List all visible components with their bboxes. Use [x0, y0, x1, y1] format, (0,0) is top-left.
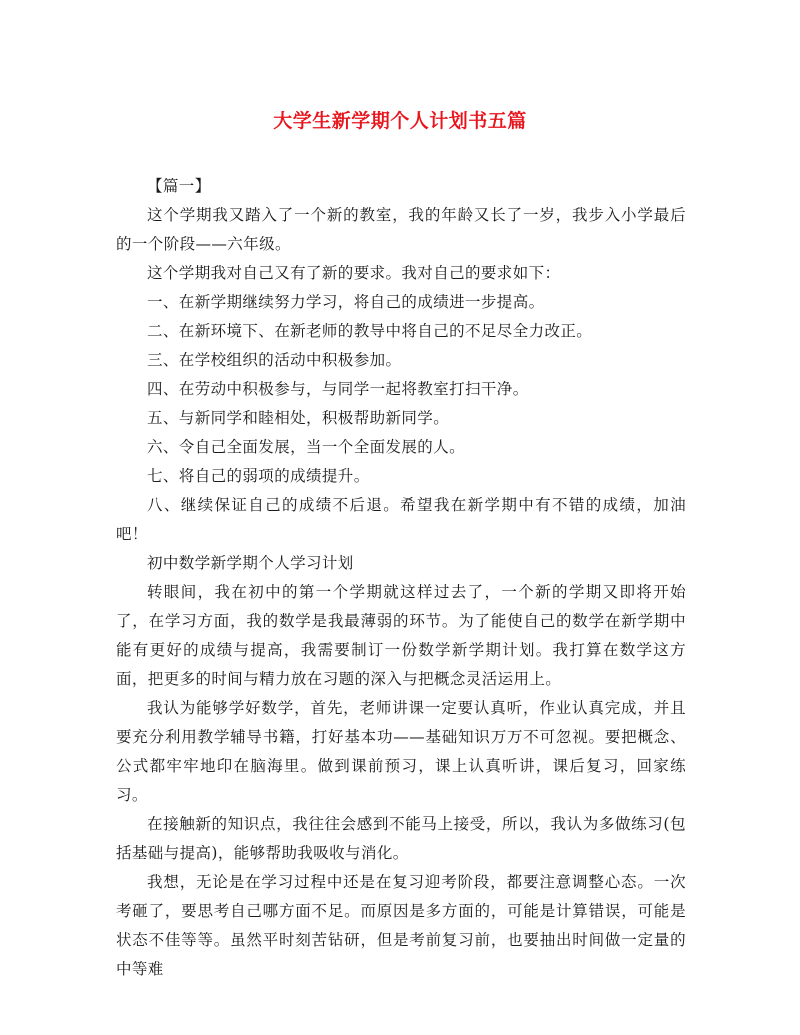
list-item: 二、在新环境下、在新老师的教导中将自己的不足尽全力改正。 — [147, 322, 593, 340]
subheading: 初中数学新学期个人学习计划 — [147, 554, 354, 572]
list-item: 三、在学校组织的活动中积极参加。 — [147, 351, 402, 369]
paragraph: 我想，无论是在学习过程中还是在复习迎考阶段，都要注意调整心态。一次考砸了，要思考自己哪方面不足。而原因是多方面的，可能是计算错误，可能是状态不佳等等。虽然平时刻苦钻研，但是考前复习前，也要抽出时间做一定量的中等难 — [116, 873, 686, 978]
list-item: 八、继续保证自己的成绩不后退。希望我在新学期中有不错的成绩，加油吧！ — [116, 496, 686, 543]
paragraph: 这个学期我又踏入了一个新的教室，我的年龄又长了一岁，我步入小学最后的一个阶段——六年级。 — [116, 206, 686, 253]
list-item: 六、令自己全面发展，当一个全面发展的人。 — [147, 438, 466, 456]
paragraph: 这个学期我对自己又有了新的要求。我对自己的要求如下： — [147, 264, 561, 282]
paragraph: 转眼间，我在初中的第一个学期就这样过去了，一个新的学期又即将开始了，在学习方面，我的数学是我最薄弱的环节。为了能使自己的数学在新学期中能有更好的成绩与提高，我需要制订一份数学新学期计划。我打算在数学这方面，把更多的时间与精力放在习题的深入与把概念灵活运用上。 — [116, 583, 686, 688]
list-item: 一、在新学期继续努力学习，将自己的成绩进一步提高。 — [147, 293, 545, 311]
list-item: 五、与新同学和睦相处，积极帮助新同学。 — [147, 409, 450, 427]
paragraph: 我认为能够学好数学，首先，老师讲课一定要认真听，作业认真完成，并且要充分利用教学辅导书籍，打好基本功——基础知识万万不可忽视。要把概念、公式都牢牢地印在脑海里。做到课前预习，课上认真听讲，课后复习，回家练习。 — [116, 699, 686, 804]
paragraph: 在接触新的知识点，我往往会感到不能马上接受，所以，我认为多做练习(包括基础与提高)，能够帮助我吸收与消化。 — [116, 815, 686, 862]
section-label: 【篇一】 — [147, 177, 211, 195]
document-title: 大学生新学期个人计划书五篇 — [273, 110, 527, 132]
document-body — [116, 172, 686, 984]
list-item: 四、在劳动中积极参与，与同学一起将教室打扫干净。 — [147, 380, 529, 398]
list-item: 七、将自己的弱项的成绩提升。 — [147, 467, 370, 485]
